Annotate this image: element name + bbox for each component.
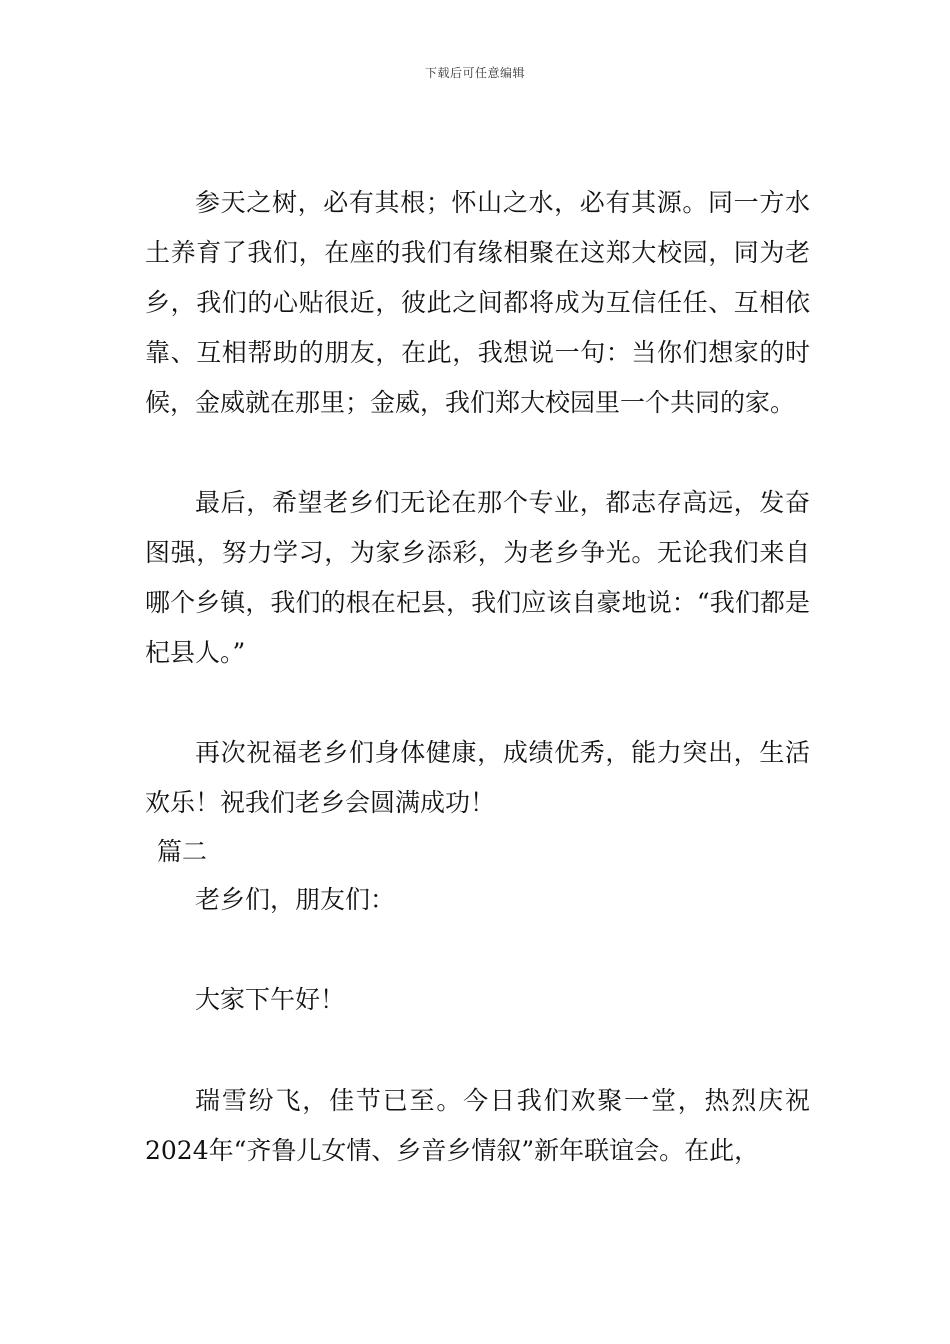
paragraph-blessings: 再次祝福老乡们身体健康，成绩优秀，能力突出，生活欢乐！祝我们老乡会圆满成功！ [145,738,810,817]
paragraph-new-year: 瑞雪纷飞，佳节已至。今日我们欢聚一堂，热烈庆祝2024年“齐鲁儿女情、乡音乡情叙”新年联谊会。在此， [145,1086,810,1165]
paragraph-gap [145,428,810,478]
section-title: 篇二 [157,837,208,866]
paragraph-roots: 参天之树，必有其根；怀山之水，必有其源。同一方水土养育了我们，在座的我们有缘相聚在这郑大校园，同为老乡，我们的心贴很近，彼此之间都将成为互信任任、互相依靠、互相帮助的朋友，在此，我想说一句：当你们想家的时候，金威就在那里；金威，我们郑大校园里一个共同的家。 [145,188,810,417]
paragraph-gap [145,924,810,976]
document-body [145,178,810,1176]
paragraph-hopes: 最后，希望老乡们无论在那个专业，都志存高远，发奋图强，努力学习，为家乡添彩，为老乡争光。无论我们来自哪个乡镇，我们的根在杞县，我们应该自豪地说：“我们都是杞县人。” [145,488,810,667]
greeting-line: 老乡们，朋友们： [195,885,396,914]
paragraph-gap [145,678,810,728]
hello-line: 大家下午好！ [195,985,346,1014]
page-header-note: 下载后可任意编辑 [424,66,525,80]
paragraph-gap [145,1024,810,1076]
